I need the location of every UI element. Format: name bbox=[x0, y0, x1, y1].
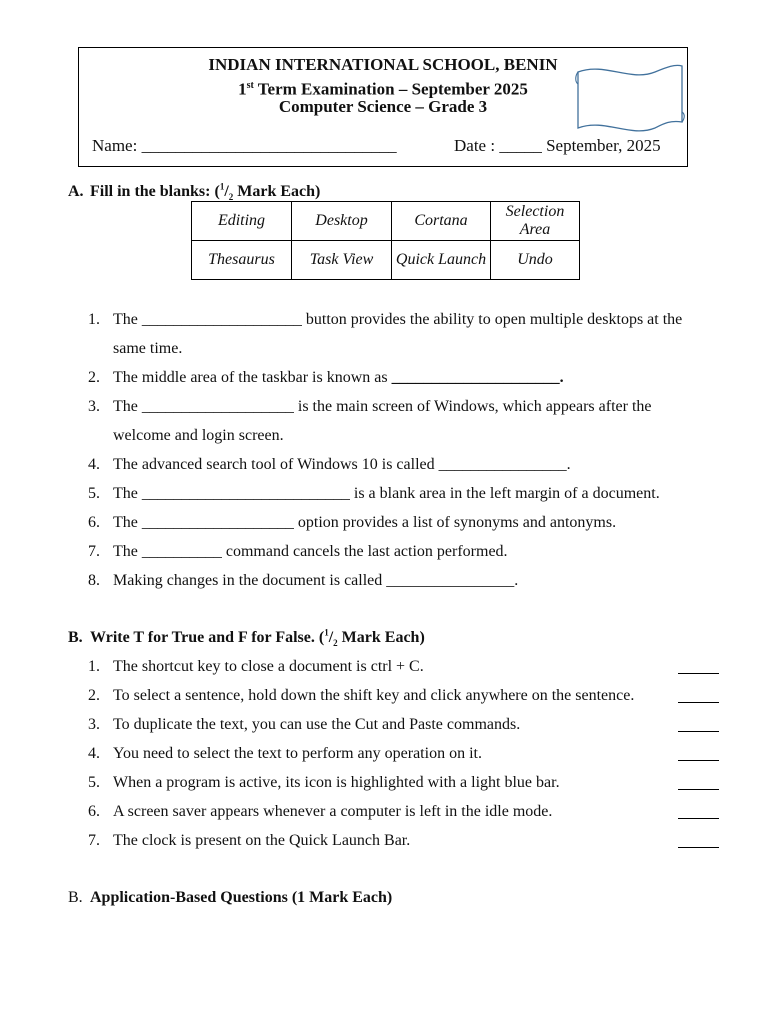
fill-blank-question: 3. The ___________________ is the main screen of Windows, which appears after the welcome and login screen. bbox=[88, 398, 652, 444]
true-false-statement: 1. The shortcut key to close a document is ctrl + C. bbox=[88, 658, 424, 675]
word-bank-cell: Desktop bbox=[292, 202, 392, 241]
fill-blank-question: 1. The ____________________ button provides the ability to open multiple desktops at the same time. bbox=[88, 311, 683, 357]
answer-blank[interactable] bbox=[678, 731, 719, 732]
banner-flag-icon bbox=[575, 58, 685, 136]
fill-blank-question: 2. The middle area of the taskbar is known as _____________________. bbox=[88, 369, 564, 386]
word-bank-cell: Cortana bbox=[392, 202, 491, 241]
school-name: INDIAN INTERNATIONAL SCHOOL, BENIN bbox=[208, 55, 558, 74]
true-false-statement: 7. The clock is present on the Quick Launch Bar. bbox=[88, 832, 411, 849]
answer-blank[interactable] bbox=[678, 760, 719, 761]
fill-blank-question: 7. The __________ command cancels the last action performed. bbox=[88, 543, 508, 560]
answer-blank[interactable] bbox=[678, 789, 719, 790]
date-field: Date : _____ September, 2025 bbox=[454, 136, 661, 155]
word-bank-table bbox=[191, 201, 580, 280]
fill-blank-question: 6. The ___________________ option provides a list of synonyms and antonyms. bbox=[88, 514, 617, 531]
word-bank-row bbox=[192, 202, 580, 241]
answer-blank[interactable] bbox=[678, 847, 719, 848]
word-bank-cell: Task View bbox=[292, 241, 392, 280]
true-false-statement: 6. A screen saver appears whenever a computer is left in the idle mode. bbox=[88, 803, 553, 820]
section-a-heading: A. Fill in the blanks: ($^1/_2$ Mark Each) bbox=[68, 182, 321, 203]
answer-blank[interactable] bbox=[678, 673, 719, 674]
fill-blank-question: 4. The advanced search tool of Windows 10 is called ________________. bbox=[88, 456, 571, 473]
subject-title: Computer Science – Grade 3 bbox=[278, 97, 488, 116]
word-bank-cell: Quick Launch bbox=[392, 241, 491, 280]
true-false-statement: 3. To duplicate the text, you can use the Cut and Paste commands. bbox=[88, 716, 521, 733]
fill-blank-question: 5. The __________________________ is a blank area in the left margin of a document. bbox=[88, 485, 660, 502]
word-bank-cell: Editing bbox=[192, 202, 292, 241]
exam-title: 1st Term Examination – September 2025 bbox=[238, 79, 528, 99]
word-bank-row bbox=[192, 241, 580, 280]
word-bank-cell: Undo bbox=[491, 241, 580, 280]
word-bank-cell: Thesaurus bbox=[192, 241, 292, 280]
word-bank-cell: Selection Area bbox=[491, 202, 580, 241]
section-b-heading: B. Write T for True and F for False. ($^1/_2$ Mark Each) bbox=[68, 628, 425, 649]
true-false-statement: 5. When a program is active, its icon is highlighted with a light blue bar. bbox=[88, 774, 560, 791]
name-field: Name: ______________________________ bbox=[92, 136, 397, 155]
answer-blank[interactable] bbox=[678, 818, 719, 819]
exam-header-box bbox=[78, 47, 688, 167]
fill-blank-question: 8. Making changes in the document is called ________________. bbox=[88, 572, 519, 589]
true-false-statement: 4. You need to select the text to perform any operation on it. bbox=[88, 745, 482, 762]
true-false-statement: 2. To select a sentence, hold down the shift key and click anywhere on the sentence. bbox=[88, 687, 635, 704]
answer-blank[interactable] bbox=[678, 702, 719, 703]
section-c-heading: B. Application-Based Questions (1 Mark Each) bbox=[68, 889, 393, 906]
